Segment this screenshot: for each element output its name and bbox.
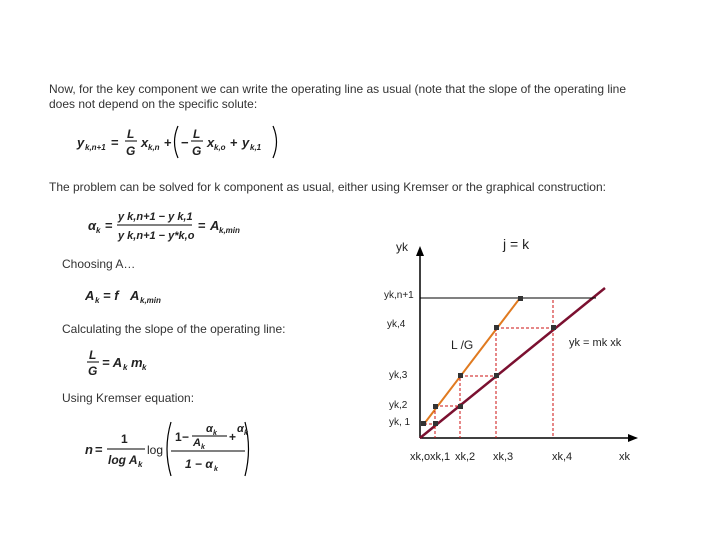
kremser-log: log [147, 443, 164, 457]
eq1-equals: = [111, 135, 119, 150]
kremser-eq: = [95, 442, 103, 457]
x-tick-o: xk,o [410, 451, 431, 463]
problem-paragraph: The problem can be solved for k component as usual, either using Kremser or the graphical construction: [49, 180, 606, 194]
point-4 [458, 404, 463, 409]
slope-label: Calculating the slope of the operating line: [62, 322, 286, 336]
equilibrium-line [420, 288, 605, 438]
alpha-equals2: = [198, 218, 206, 233]
kremser-one2: 1 [175, 430, 182, 444]
kremser-A: A [193, 437, 201, 449]
slope-L: L [89, 348, 97, 362]
intro-paragraph: Now, for the key component we can write the operating line as usual (note that the slope of the operating line does not depend on the specific solute: [49, 82, 627, 111]
kremser-minus: − [182, 430, 190, 444]
eq1-y2-sub: k,1 [250, 143, 262, 152]
equilibrium-label: yk = mk xk [569, 337, 622, 349]
kremser-den-sub: k [214, 466, 218, 473]
j-eq-k-label: j = k [503, 236, 530, 252]
y-tick-2: yk,2 [389, 400, 408, 411]
kremser-alpha2-sub: k [244, 430, 248, 437]
point-1 [421, 421, 426, 426]
slope-G: G [88, 364, 98, 378]
eq1-y-sub: k,n+1 [85, 143, 106, 152]
eq1-L: L [127, 127, 135, 141]
stage-steps [424, 298, 553, 438]
alpha-denominator: y k,n+1 − y*k,o [118, 230, 195, 242]
eq1-x-sub: k,n [148, 143, 160, 152]
point-3 [433, 421, 438, 426]
eq1-x: x [141, 135, 149, 150]
kremser-den: 1 − α [185, 457, 213, 471]
y-tick-3: yk,3 [389, 370, 408, 381]
eq1-plus2: + [230, 135, 238, 150]
alpha-symbol: α [88, 218, 97, 233]
kremser-n: n [85, 442, 93, 457]
x-axis-label: xk [619, 451, 630, 463]
y-axis-label: yk [396, 240, 408, 254]
alpha-rhs-A: A [210, 218, 220, 233]
y-tick-n1: yk,n+1 [384, 290, 414, 301]
kremser-alpha: α [206, 423, 213, 435]
x-tick-4: xk,4 [552, 451, 573, 463]
slope-eq: = A [102, 355, 123, 370]
y-axis-arrow [416, 246, 424, 256]
eq1-x2: x [207, 135, 215, 150]
eq1-plus: + [164, 135, 172, 150]
kremser-logA-sub: k [138, 460, 143, 469]
eq1-x2-sub: k,o [214, 143, 226, 152]
alpha-sub: k [96, 226, 101, 235]
kremser-plus: + [229, 430, 237, 444]
slope-m: m [131, 355, 143, 370]
choose-A2: A [130, 288, 140, 303]
operating-label: L /G [451, 338, 474, 352]
kremser-label: Using Kremser equation: [62, 391, 195, 405]
point-6 [494, 373, 499, 378]
point-5 [458, 373, 463, 378]
alpha-equals: = [105, 218, 113, 233]
eq1-y: y [77, 135, 85, 150]
x-tick-2: xk,2 [455, 451, 476, 463]
point-8 [551, 325, 556, 330]
slope-A-sub: k [123, 363, 128, 372]
choose-A2-sub: k,min [140, 296, 161, 305]
eq1-G2: G [192, 144, 202, 158]
x-tick-1: xk,1 [430, 451, 451, 463]
eq1-minus: − [181, 135, 189, 150]
eq1-y2: y [242, 135, 250, 150]
y-tick-1: yk, 1 [389, 417, 411, 428]
choose-eq: = f [103, 288, 119, 303]
slope-m-sub: k [142, 363, 147, 372]
point-2 [433, 404, 438, 409]
choosing-label: Choosing A… [62, 257, 136, 271]
x-tick-3: xk,3 [493, 451, 514, 463]
choose-A-sub: k [95, 296, 100, 305]
choose-A: A [85, 288, 95, 303]
kremser-one: 1 [121, 432, 128, 446]
operating-line [424, 298, 520, 424]
kremser-alpha-sub: k [213, 430, 217, 437]
alpha-rhs-sub: k,min [219, 226, 240, 235]
kremser-alpha2: α [237, 423, 244, 435]
kremser-A-sub: k [201, 444, 205, 451]
y-tick-4: yk,4 [387, 319, 406, 330]
x-axis-arrow [628, 434, 638, 442]
alpha-numerator: y k,n+1 − y k,1 [118, 211, 193, 223]
point-7 [494, 325, 499, 330]
point-9 [518, 296, 523, 301]
eq1-G: G [126, 144, 136, 158]
eq1-L2: L [193, 127, 201, 141]
kremser-logA: log A [108, 453, 138, 467]
